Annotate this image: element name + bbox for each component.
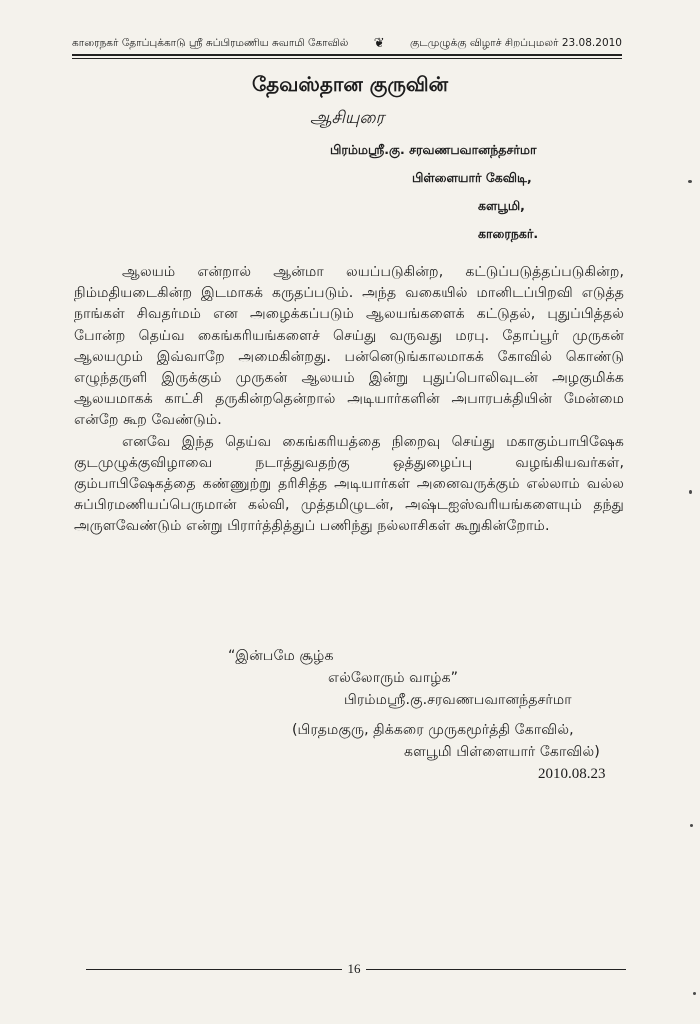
blessing-line: எல்லோரும் வாழ்க” [328, 670, 459, 686]
header-rule-thin [72, 58, 622, 59]
message-date: 2010.08.23 [538, 766, 606, 782]
body-paragraph: எனவே இந்த தெய்வ கைங்கரியத்தை நிறைவு செய்து மகாகும்பாபிஷேக குடமுழுக்குவிழாவை நடாத்துவதற்கு ஒத்துழைப்பு வழங்கியவர்கள், கும்பாபிஷேகத்தை கண்ணுற்று தரிசித்த அடியார்கள் அனைவருக்கும் எல்லாம் வல்ல சுப்பிரமணியப்பெருமான் கல்வி, முத்தமிழுடன், அஷ்டஐஸ்வரியங்களையும் தந்து அருளவேண்டும் என்று பிரார்த்தித்துப் பணிந்து நல்லாசிகள் கூறுகின்றோம். [74, 433, 624, 535]
scan-speck [693, 992, 696, 995]
signatory-role: (பிரதமகுரு, திக்கரை முருகமூர்த்தி கோவில், [292, 722, 574, 738]
scan-speck [690, 824, 693, 827]
header-souvenir-title: குடமுழுக்கு விழாச் சிறப்புமலர் 23.08.2010 [410, 37, 622, 49]
header-temple-name: காரைநகர் தோப்புக்காடு ஸ்ரீ சுப்பிரமணிய சுவாமி கோவில் [72, 37, 349, 49]
scan-speck [689, 490, 692, 494]
header-ornament-icon: ❦ [373, 36, 385, 51]
author-address-line: காரைநகர். [478, 226, 539, 241]
body-paragraph: ஆலயம் என்றால் ஆன்மா லயப்படுகின்ற, கட்டுப்படுத்தப்படுகின்ற, நிம்மதியடைகின்ற இடமாகக் கருதப்படும். அந்த வகையில் மானிடப்பிறவி எடுத்த நாங்கள் சிவதர்மம் என அழைக்கப்படும் ஆலயங்களைக் கட்டுதல், புதுப்பித்தல் போன்ற தெய்வ கைங்கரியங்களைச் செய்து வருவது மரபு. தோப்பூர் முருகன் ஆலயமும் இவ்வாறே அமைகின்றது. பன்னெடுங்காலமாகக் கோவில் கொண்டு எழுந்தருளி இருக்கும் முருகன் ஆலயம் இன்று புதுப்பொலிவுடன் அழகுமிக்க ஆலயமாகக் காட்சி தருகின்றதென்றால் அடியார்களின் அபாரபக்தியின் மேன்மை என்றே கூற வேண்டும். [74, 264, 624, 429]
blessing-line: “இன்பமே சூழ்க [228, 648, 334, 664]
page-subtitle: ஆசியுரை [310, 108, 385, 128]
author-address-line: களபூமி, [478, 198, 525, 213]
author-name: பிரம்மஸ்ரீ.கு. சரவணபவானந்தசர்மா [330, 142, 537, 157]
running-header [72, 36, 622, 51]
footer-rule [366, 969, 626, 970]
footer-rule [86, 969, 342, 970]
header-rule [72, 54, 622, 56]
signatory-role: களபூமி பிள்ளையார் கோவில்) [404, 744, 600, 760]
message-body [74, 262, 624, 538]
author-address-line: பிள்ளையார் கேவிடி, [412, 170, 532, 185]
signatory-name: பிரம்மஸ்ரீ.கு.சரவணபவானந்தசர்மா [344, 692, 572, 708]
page-title: தேவஸ்தான குருவின் [251, 72, 449, 96]
page-number: 16 [347, 961, 361, 976]
scan-speck [688, 180, 692, 183]
